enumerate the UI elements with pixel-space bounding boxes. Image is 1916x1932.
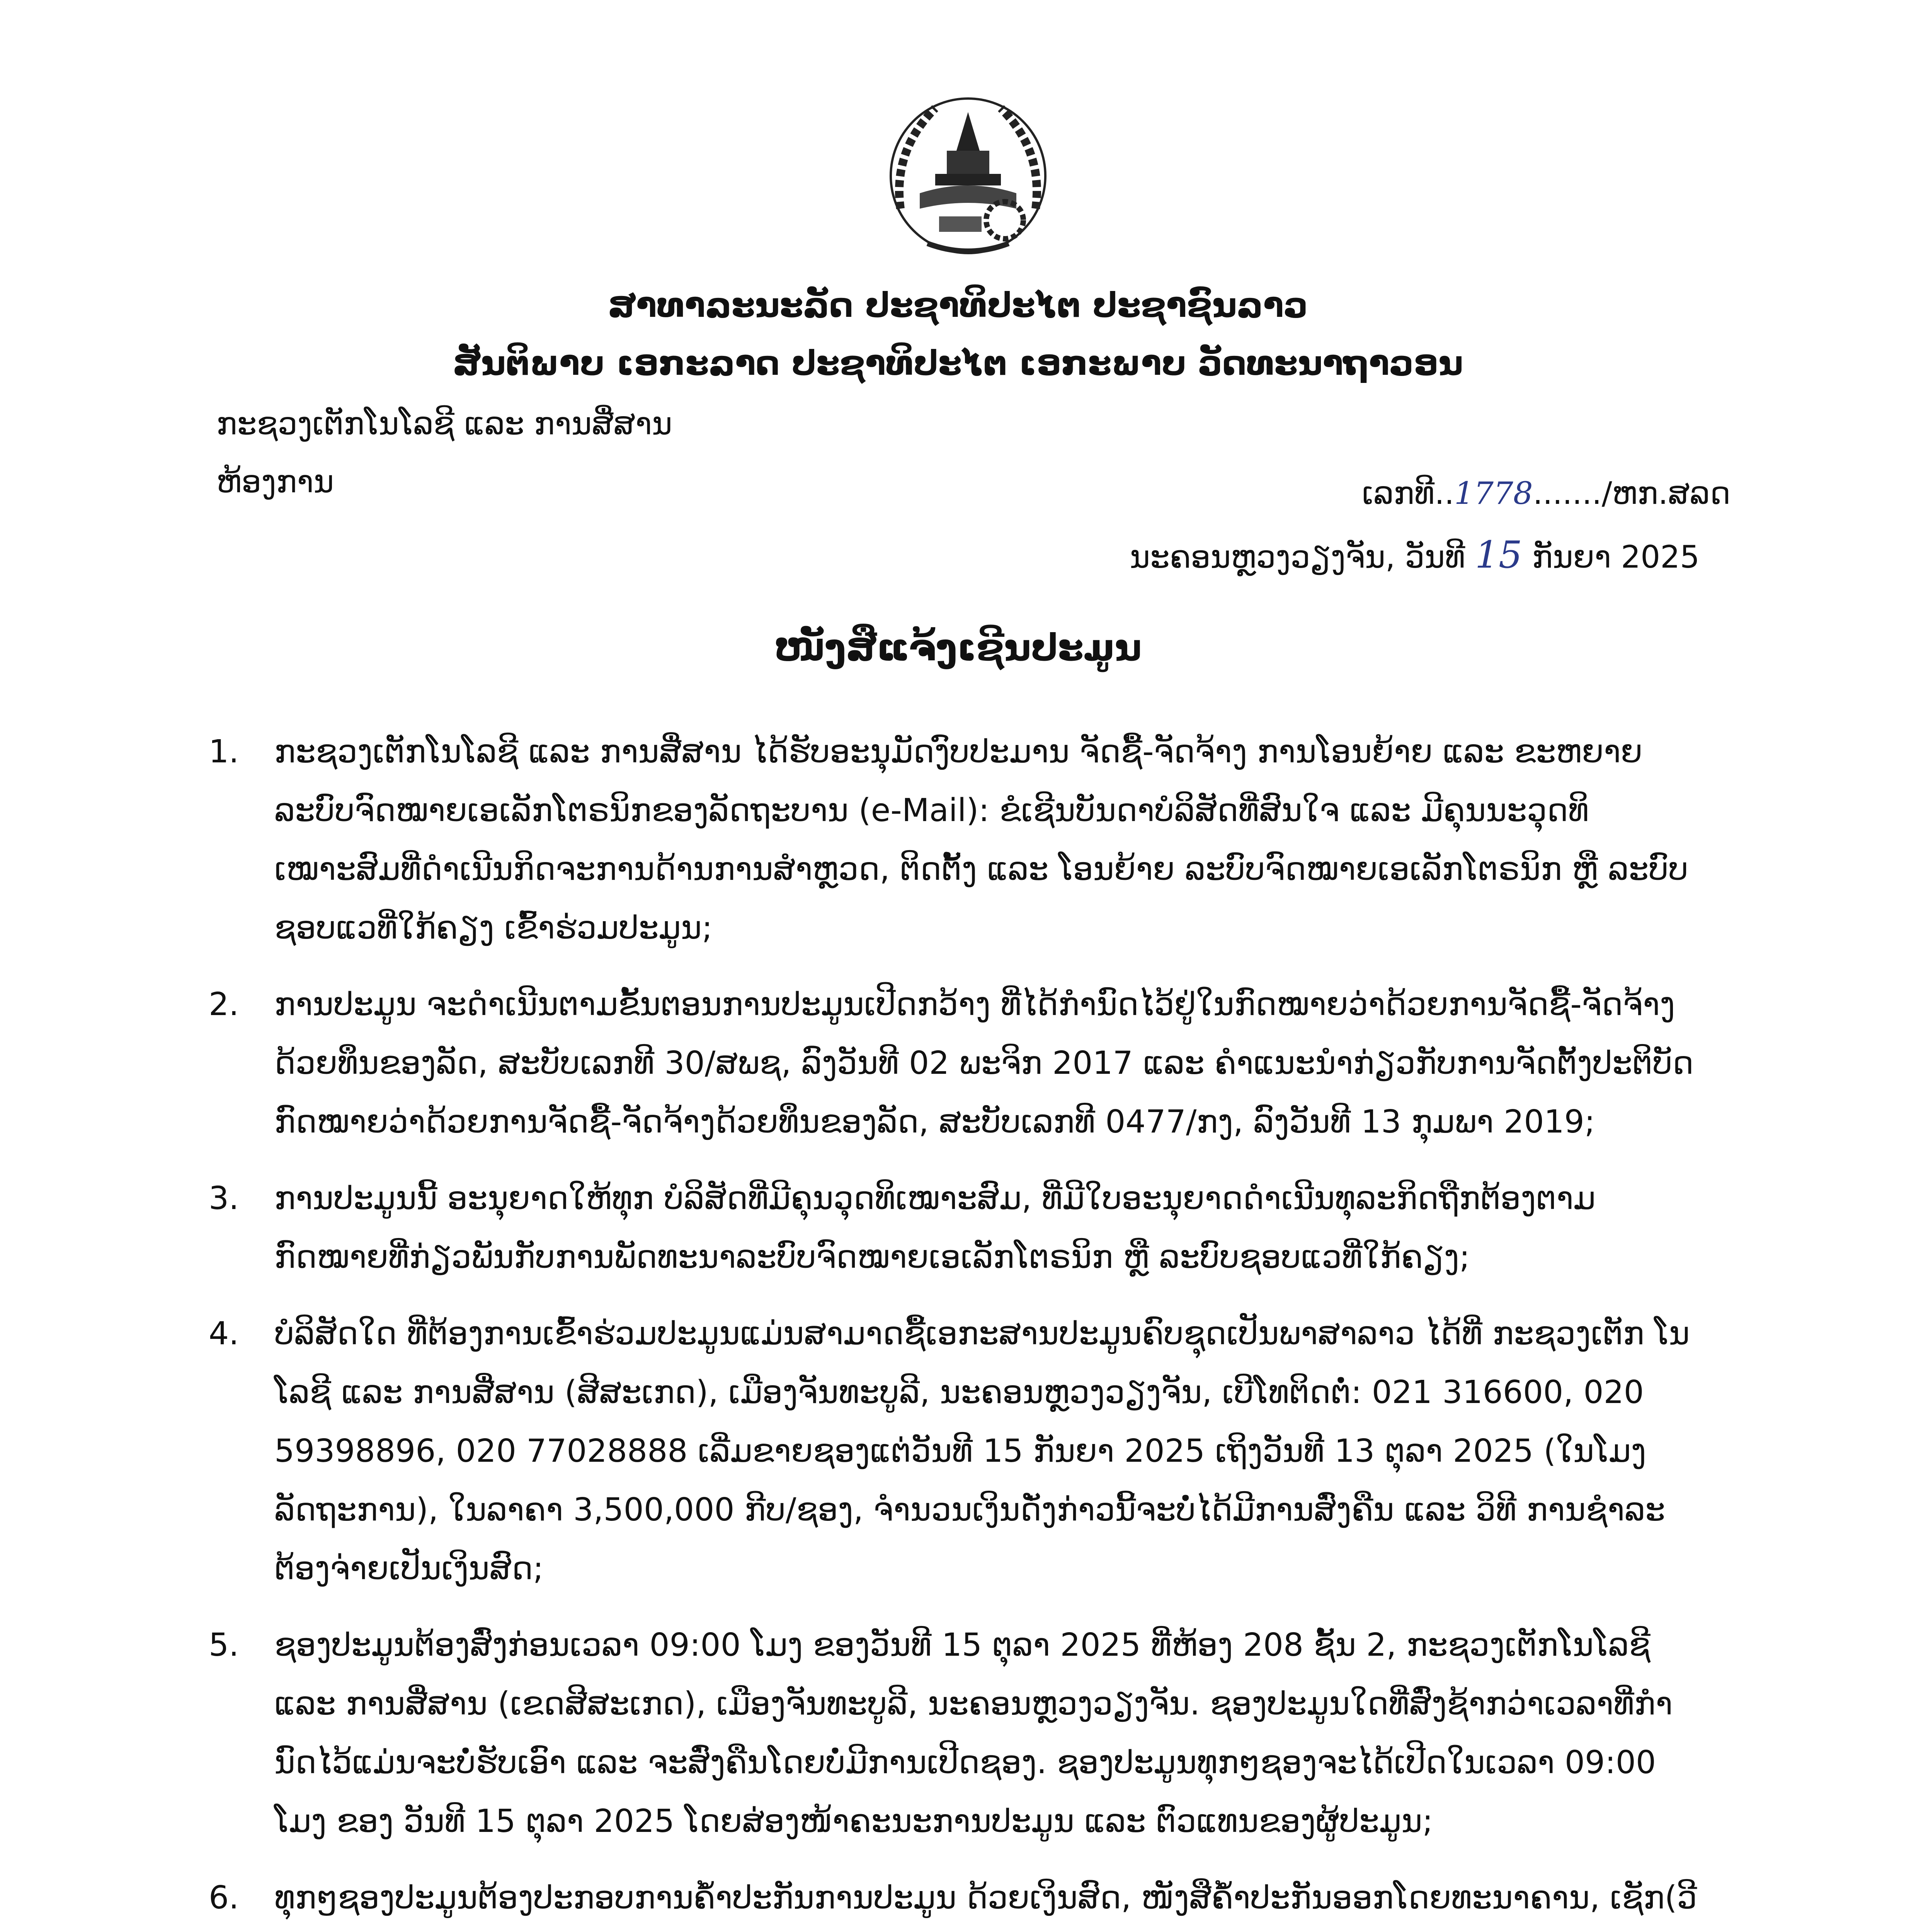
list-item <box>209 1616 1716 1851</box>
list-item <box>209 1304 1716 1598</box>
item-number: 5. <box>209 1627 239 1663</box>
item-text: ກະຊວງເຕັກໂນໂລຊີ ແລະ ການສື່ສານ ໄດ້ຮັບອະນຸມັດງົບປະມານ ຈັດຊື້-ຈັດຈ້າງ ການໂອນຍ້າຍ ແລະ ຂະຫຍາຍ ລະບົບຈົດໝາຍເອເລັກໂຕຣນິກຂອງລັດຖະບານ (e-Mail): ຂໍເຊີນບັນດາບໍລິສັດທີ່ສົນໃຈ ແລະ ມີຄຸນນະວຸດທິ ເໝາະສົມທີ່ດຳເນີນກິດຈະການດ້ານການສຳຫຼວດ, ຕິດຕັ້ງ ແລະ ໂອນຍ້າຍ ລະບົບຈົດໝາຍເອເລັກໂຕຣນິກ ຫຼື ລະບົບຊອບແວທີ່ໃກ້ຄຽງ ເຂົ້າຮ່ວມປະມູນ; <box>274 733 1688 946</box>
list-item <box>209 1169 1716 1287</box>
reference-prefix: ເລກທີ <box>1362 475 1435 511</box>
issuing-ministry: ກະຊວງເຕັກໂນໂລຊີ ແລະ ການສື່ສານ <box>216 406 672 442</box>
issuing-office: ຫ້ອງການ <box>216 464 334 500</box>
item-number: 6. <box>209 1879 239 1916</box>
date-line <box>1130 533 1700 577</box>
list-item <box>209 1869 1716 1932</box>
date-place: ນະຄອນຫຼວງວຽງຈັນ, ວັນທີ <box>1130 539 1465 575</box>
date-month-year: ກັນຍາ 2025 <box>1532 539 1700 575</box>
item-number: 3. <box>209 1180 239 1217</box>
date-handwritten-day: 15 <box>1475 533 1523 577</box>
item-number: 1. <box>209 733 239 770</box>
list-item <box>209 723 1716 957</box>
item-text: ການປະມູນ ຈະດຳເນີນຕາມຂັ້ນຕອນການປະມູນເປີດກວ້າງ ທີ່ໄດ້ກຳນົດໄວ້ຢູ່ໃນກົດໝາຍວ່າດ້ວຍການຈັດຊື້-ຈັດຈ້າງ ດ້ວຍທຶນຂອງລັດ, ສະບັບເລກທີ 30/ສພຊ, ລົງວັນທີ 02 ພະຈິກ 2017 ແລະ ຄຳແນະນຳກ່ຽວກັບການຈັດຕັ້ງປະຕິບັດ ກົດໝາຍວ່າດ້ວຍການຈັດຊື້-ຈັດຈ້າງດ້ວຍທຶນຂອງລັດ, ສະບັບເລກທີ 0477/ກງ, ລົງວັນທີ 13 ກຸມພາ 2019; <box>274 986 1694 1140</box>
reference-number: ເລກທີ..1778......./ຫກ.ສລດ <box>1362 475 1731 511</box>
item-text: ທຸກໆຊອງປະມູນຕ້ອງປະກອບການຄ້ຳປະກັນການປະມູນ ດ້ວຍເງິນສົດ, ໜັງສືຄ້ຳປະກັນອອກໂດຍທະນາຄານ, ເຊັກ(ວີ <box>274 1879 1697 1916</box>
national-emblem-icon <box>877 93 1059 259</box>
item-number: 4. <box>209 1315 239 1352</box>
announcement-items <box>209 723 1716 1932</box>
item-text: ຊອງປະມູນຕ້ອງສົ່ງກ່ອນເວລາ 09:00 ໂມງ ຂອງວັນທີ 15 ຕຸລາ 2025 ທີ່ຫ້ອງ 208 ຊັ້ນ 2, ກະຊວງເຕັກໂນໂລຊີ ແລະ ການສື່ສານ (ເຂດສີສະເກດ), ເມືອງຈັນທະບູລີ, ນະຄອນຫຼວງວຽງຈັນ. ຊອງປະມູນໃດທີ່ສົ່ງຊ້າກວ່າເວລາທີ່ກຳ ນົດໄວ້ແມ່ນຈະບໍ່ຮັບເອົາ ແລະ ຈະສົ່ງຄືນໂດຍບໍ່ມີການເປີດຊອງ. ຊອງປະມູນທຸກໆຊອງຈະໄດ້ເປີດໃນເວລາ 09:00 ໂມງ ຂອງ ວັນທີ 15 ຕຸລາ 2025 ໂດຍສ່ອງໜ້າຄະນະການປະມູນ ແລະ ຕົວແທນຂອງຜູ້ປະມູນ; <box>274 1627 1673 1840</box>
document-title: ໜັງສືແຈ້ງເຊີນປະມູນ <box>774 626 1142 669</box>
reference-handwritten-number: 1778 <box>1454 475 1533 511</box>
republic-heading: ສາທາລະນະລັດ ປະຊາທິປະໄຕ ປະຊາຊົນລາວ <box>608 285 1308 325</box>
item-text: ການປະມູນນີ້ ອະນຸຍາດໃຫ້ທຸກ ບໍລິສັດທີ່ມີຄຸນວຸດທິເໝາະສົມ, ທີ່ມີໃບອະນຸຍາດດຳເນີນທຸລະກິດຖືກຕ້ອງຕາມ ກົດໝາຍທີ່ກ່ຽວພັນກັບການພັດທະນາລະບົບຈົດໝາຍເອເລັກໂຕຣນິກ ຫຼື ລະບົບຊອບແວທີ່ໃກ້ຄຽງ; <box>274 1180 1596 1276</box>
item-text: ບໍລິສັດໃດ ທີ່ຕ້ອງການເຂົ້າຮ່ວມປະມູນແມ່ນສາມາດຊື້ເອກະສານປະມູນຄົບຊຸດເປັນພາສາລາວ ໄດ້ທີ່ ກະຊວງເຕັກ ໂນໂລຊີ ແລະ ການສື່ສານ (ສີສະເກດ), ເມືອງຈັນທະບູລີ, ນະຄອນຫຼວງວຽງຈັນ, ເບີໂທຕິດຕໍ່: 021 316600, 020 59398896, 020 77028888 ເລີ່ມຂາຍຊອງແຕ່ວັນທີ 15 ກັນຍາ 2025 ເຖິງວັນທີ 13 ຕຸລາ 2025 (ໃນໂມງລັດຖະການ), ໃນລາຄາ 3,500,000 ກີບ/ຊອງ, ຈຳນວນເງິນດັ່ງກ່າວນີ້ຈະບໍ່ໄດ້ມີການສົ່ງຄືນ ແລະ ວິທີ ການຊຳລະຕ້ອງຈ່າຍເປັນເງິນສົດ; <box>274 1315 1690 1587</box>
reference-suffix: /ຫກ.ສລດ <box>1601 475 1731 511</box>
item-number: 2. <box>209 986 239 1023</box>
motto-heading: ສັນຕິພາບ ເອກະລາດ ປະຊາທິປະໄຕ ເອກະພາບ ວັດທະນາຖາວອນ <box>453 343 1463 383</box>
list-item <box>209 975 1716 1151</box>
